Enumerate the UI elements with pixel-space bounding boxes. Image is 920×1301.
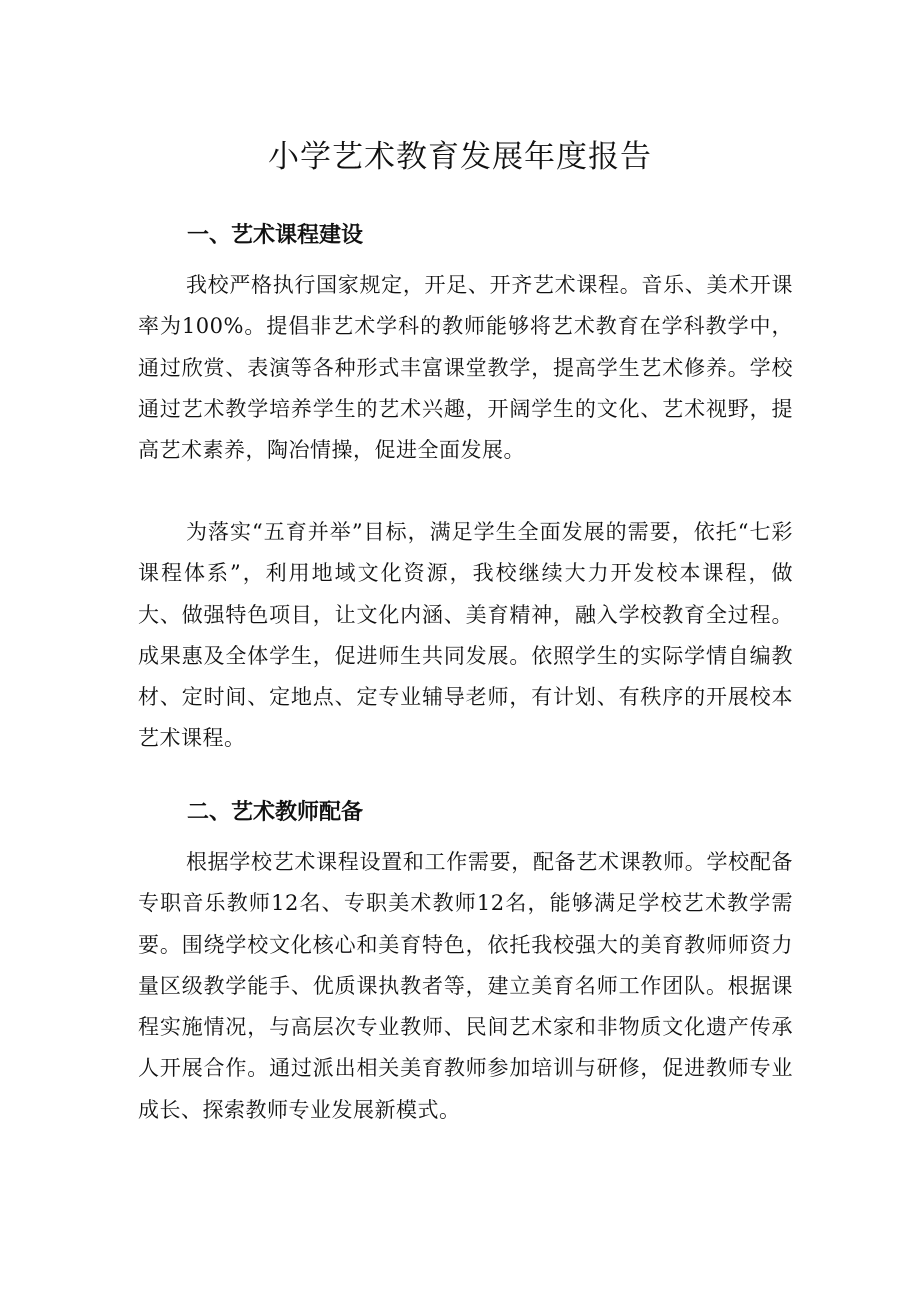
paragraph: 为落实“五育并举”目标，满足学生全面发展的需要，依托“七彩课程体系”，利用地域文化资源，我校继续大力开发校本课程，做大、做强特色项目，让文化内涵、美育精神，融入学校教育全过程。成果惠及全体学生，促进师生共同发展。依照学生的实际学情自编教材、定时间、定地点、定专业辅导老师，有计划、有秩序的开展校本艺术课程。 (138, 520, 793, 751)
document-title: 小学艺术教育发展年度报告 (268, 139, 652, 175)
paragraph: 我校严格执行国家规定，开足、开齐艺术课程。音乐、美术开课率为100%。提倡非艺术学科的教师能够将艺术教育在学科教学中，通过欣赏、表演等各种形式丰富课堂教学，提高学生艺术修养。学校通过艺术教学培养学生的艺术兴趣，开阔学生的文化、艺术视野，提高艺术素养，陶冶情操，促进全面发展。 (138, 273, 793, 463)
section-heading-teachers: 二、艺术教师配备 (187, 800, 364, 825)
section-heading-curriculum: 一、艺术课程建设 (187, 223, 364, 248)
paragraph: 根据学校艺术课程设置和工作需要，配备艺术课教师。学校配备专职音乐教师12名、专职美术教师12名，能够满足学校艺术教学需要。围绕学校文化核心和美育特色，依托我校强大的美育教师师资力量区级教学能手、优质课执教者等，建立美育名师工作团队。根据课程实施情况，与高层次专业教师、民间艺术家和非物质文化遗产传承人开展合作。通过派出相关美育教师参加培训与研修，促进教师专业成长、探索教师专业发展新模式。 (138, 850, 793, 1122)
